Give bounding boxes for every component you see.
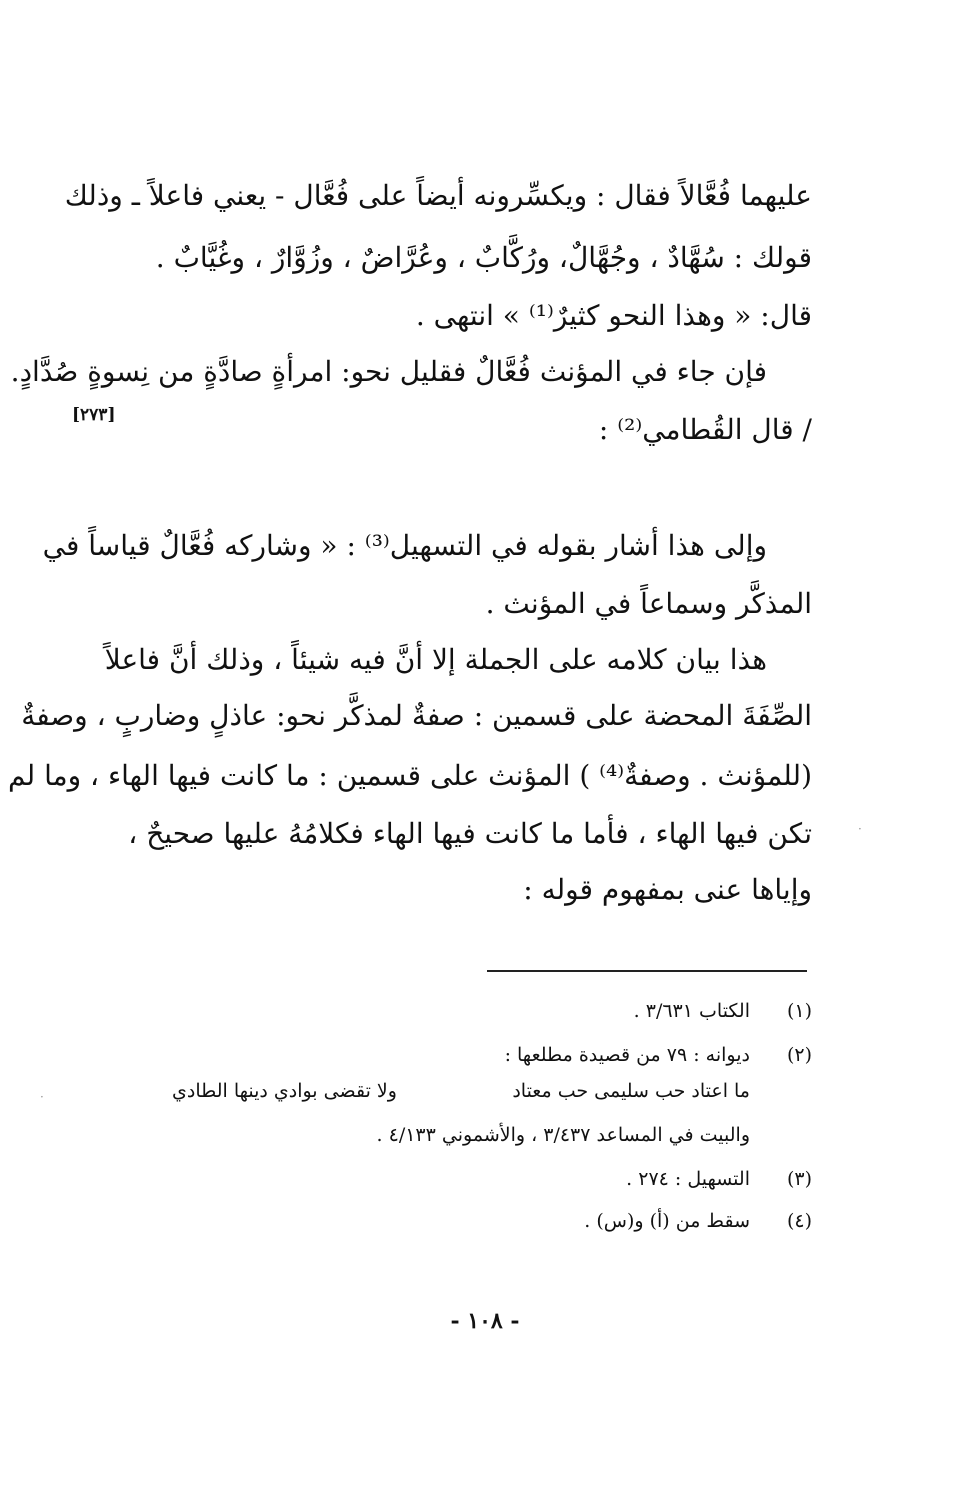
body-line-8: هذا بيان كلامه على الجملة إلا أنَّ فيه شيئاً ، وذلك أنَّ فاعلاً	[104, 643, 767, 676]
footnote-number-4: (٤)	[786, 1210, 812, 1232]
footnote-verse-second: ولا تقضى بوادي دينها الطادي	[172, 1080, 397, 1102]
footnote-verse-first: ما اعتاد حب سليمى حب معتاد	[512, 1080, 750, 1102]
page-number: - ١٠٨ -	[450, 1308, 520, 1334]
scan-speck: ·	[40, 1090, 44, 1104]
margin-page-marker: [٢٧٣]	[72, 405, 116, 425]
body-line-12: وإياها عنى بمفهوم قوله :	[523, 873, 812, 906]
body-line-10: (للمؤنث . وصفةٌ⁽⁴⁾ ) المؤنث على قسمين : ما كانت فيها الهاء ، وما لم	[8, 759, 812, 792]
body-line-6: وإلى هذا أشار بقوله في التسهيل⁽³⁾ : « وشاركه فُعَّالٌ قياساً في	[42, 529, 767, 562]
footnote-text-2: ديوانه : ٧٩ من قصيدة مطلعها :	[504, 1044, 750, 1066]
footnote-text-1: الكتاب ٣/٦٣١ .	[633, 1000, 750, 1022]
body-line-4: فإن جاء في المؤنث فُعَّالٌ فقليل نحو: امرأةٍ صادَّةٍ من نِسوةٍ صُدَّادٍ.	[10, 355, 767, 388]
body-line-11: تكن فيها الهاء ، فأما ما كانت فيها الهاء فكلامُهُ عليها صحيحٌ ،	[128, 817, 812, 850]
body-line-9: الصِّفَةَ المحضة على قسمين : صفةٌ لمذكَّر نحو: عاذلٍ وضاربٍ ، وصفةٌ	[21, 699, 812, 732]
footnote-number-2: (٢)	[786, 1044, 812, 1066]
footnote-text-2-continued: والبيت في المساعد ٣/٤٣٧ ، والأشموني ٤/١٣٣ .	[376, 1124, 750, 1146]
body-line-5: / قال القُطامي⁽²⁾ :	[598, 413, 812, 446]
footnote-number-1: (١)	[786, 1000, 812, 1022]
footnote-text-3: التسهيل : ٢٧٤ .	[626, 1168, 750, 1190]
body-line-7: المذكَّر وسماعاً في المؤنث .	[485, 587, 812, 620]
body-line-2: قولك : سُهَّادٌ ، وجُهَّالٌ، ورُكَّابٌ ، وعُرَّاضٌ ، وزُوَّارٌ ، وغُيَّابٌ .	[155, 241, 812, 274]
footnote-divider	[487, 970, 807, 972]
footnote-text-4: سقط من (أ) و(س) .	[584, 1210, 750, 1232]
body-line-1: عليهما فُعَّالاً فقال : ويكسِّرونه أيضاً على فُعَّال - يعني فاعلاً ـ وذلك	[64, 179, 812, 212]
footnote-number-3: (٣)	[786, 1168, 812, 1190]
body-line-3: قال: « وهذا النحو كثيرٌ⁽¹⁾ » انتهى .	[415, 299, 812, 332]
scan-speck: ·	[858, 822, 862, 836]
